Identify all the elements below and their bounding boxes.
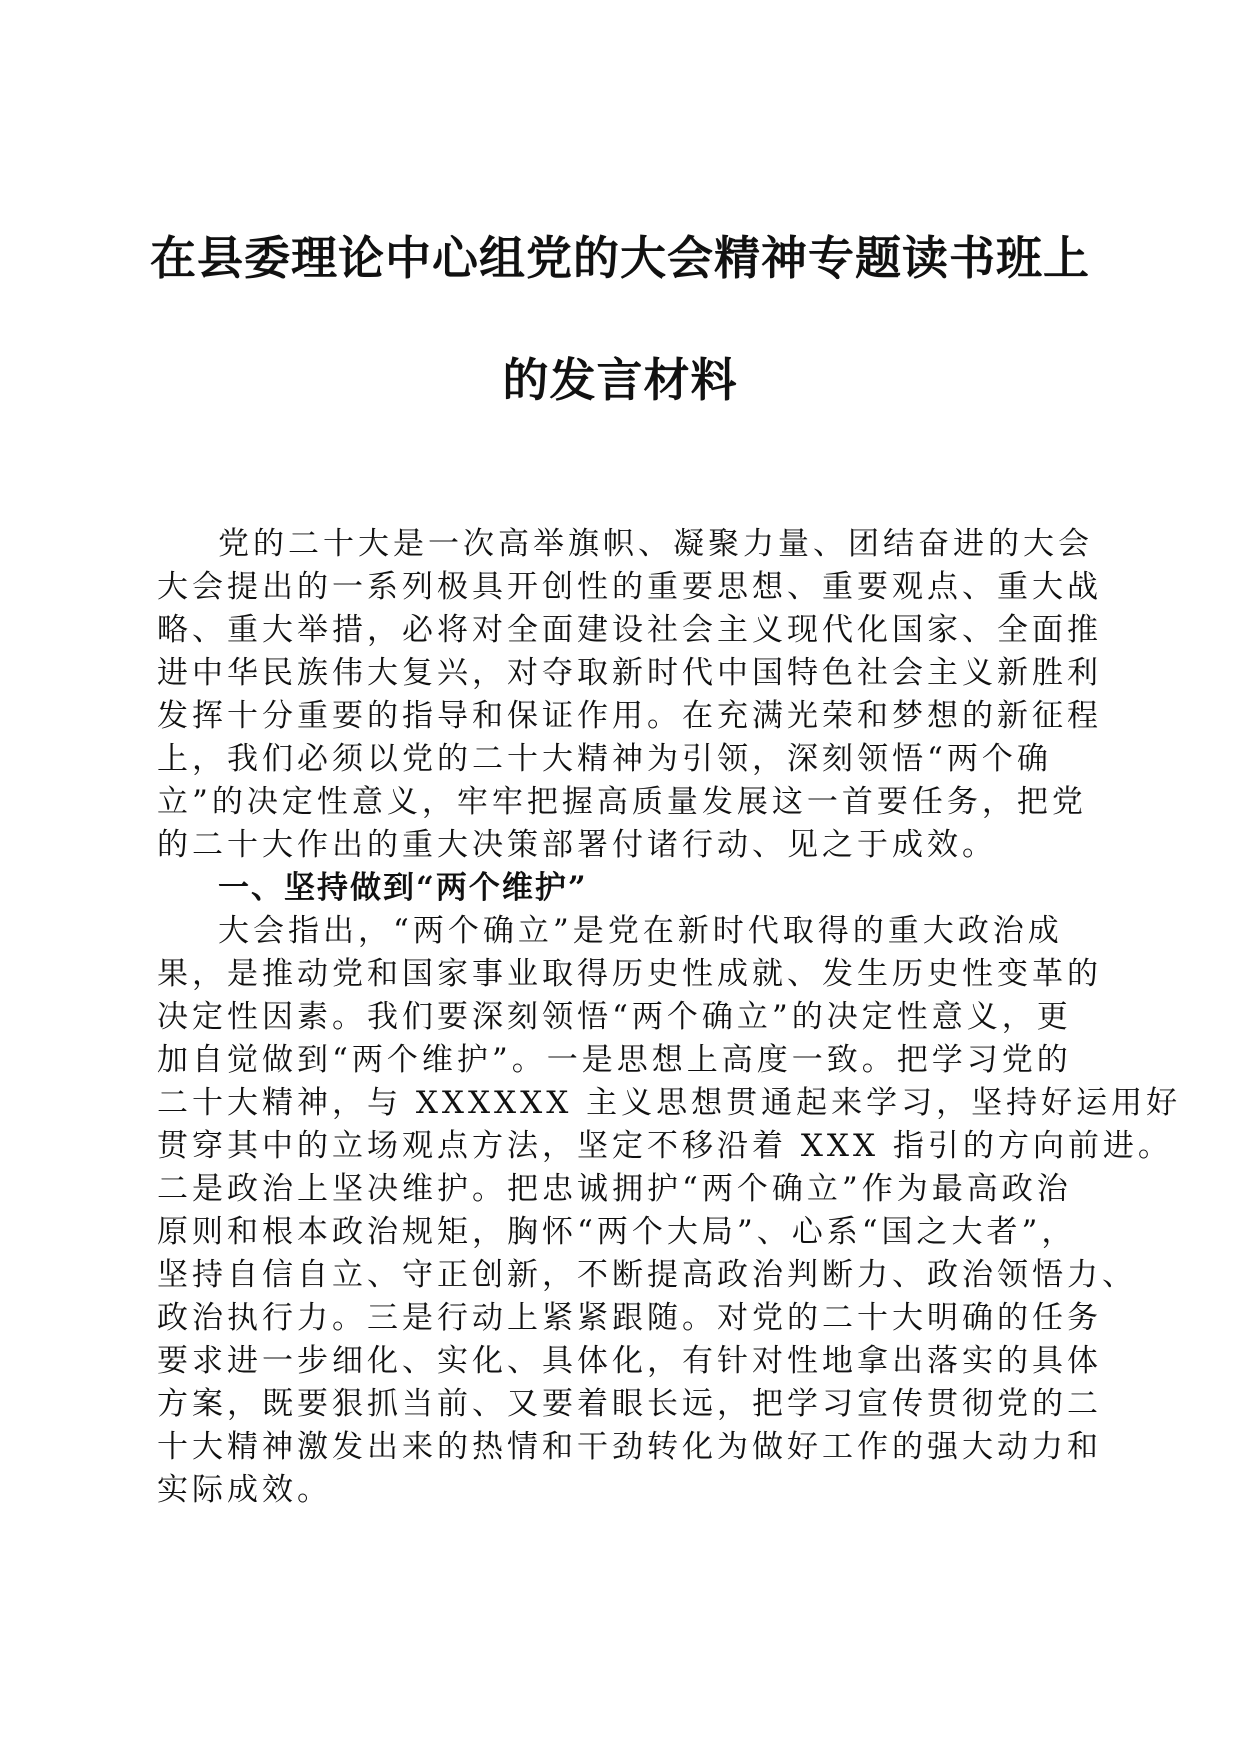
document-title-line-1: 在县委理论中心组党的大会精神专题读书班上 xyxy=(150,231,1090,285)
section-1-line-7: 二是政治上坚决维护。把忠诚拥护“两个确立”作为最高政治 xyxy=(157,1171,1072,1207)
intro-line-7: 立”的决定性意义，牢牢把握高质量发展这一首要任务，把党 xyxy=(157,784,1087,820)
section-1-line-1: 大会指出，“两个确立”是党在新时代取得的重大政治成 xyxy=(218,913,1063,949)
section-1-line-9: 坚持自信自立、守正创新，不断提高政治判断力、政治领悟力、 xyxy=(157,1257,1137,1293)
section-1-line-10: 政治执行力。三是行动上紧紧跟随。对党的二十大明确的任务 xyxy=(157,1300,1102,1336)
section-1-line-14: 实际成效。 xyxy=(157,1472,332,1508)
intro-line-8: 的二十大作出的重大决策部署付诸行动、见之于成效。 xyxy=(157,827,997,863)
intro-line-2: 大会提出的一系列极具开创性的重要思想、重要观点、重大战 xyxy=(157,569,1102,605)
intro-line-5: 发挥十分重要的指导和保证作用。在充满光荣和梦想的新征程 xyxy=(157,698,1102,734)
section-1-line-2: 果，是推动党和国家事业取得历史性成就、发生历史性变革的 xyxy=(157,956,1102,992)
section-1-line-13: 十大精神激发出来的热情和干劲转化为做好工作的强大动力和 xyxy=(157,1429,1102,1465)
document-title-line-2: 的发言材料 xyxy=(502,353,738,407)
intro-line-3: 略、重大举措，必将对全面建设社会主义现代化国家、全面推 xyxy=(157,612,1102,648)
section-1-line-8: 原则和根本政治规矩，胸怀“两个大局”、心系“国之大者”， xyxy=(157,1214,1077,1250)
section-1-line-4: 加自觉做到“两个维护”。一是思想上高度一致。把学习党的 xyxy=(157,1042,1072,1078)
section-1-heading: 一、坚持做到“两个维护” xyxy=(218,870,588,906)
section-1-line-3: 决定性因素。我们要深刻领悟“两个确立”的决定性意义，更 xyxy=(157,999,1072,1035)
section-1-line-5: 二十大精神，与 XXXXXX 主义思想贯通起来学习，坚持好运用好 xyxy=(157,1085,1182,1121)
intro-line-1: 党的二十大是一次高举旗帜、凝聚力量、团结奋进的大会 xyxy=(218,526,1093,562)
section-1-line-6: 贯穿其中的立场观点方法，坚定不移沿着 XXX 指引的方向前进。 xyxy=(157,1128,1173,1164)
intro-line-4: 进中华民族伟大复兴，对夺取新时代中国特色社会主义新胜利 xyxy=(157,655,1102,691)
section-1-line-12: 方案，既要狠抓当前、又要着眼长远，把学习宣传贯彻党的二 xyxy=(157,1386,1102,1422)
intro-line-6: 上，我们必须以党的二十大精神为引领，深刻领悟“两个确 xyxy=(157,741,1052,777)
section-1-line-11: 要求进一步细化、实化、具体化，有针对性地拿出落实的具体 xyxy=(157,1343,1102,1379)
